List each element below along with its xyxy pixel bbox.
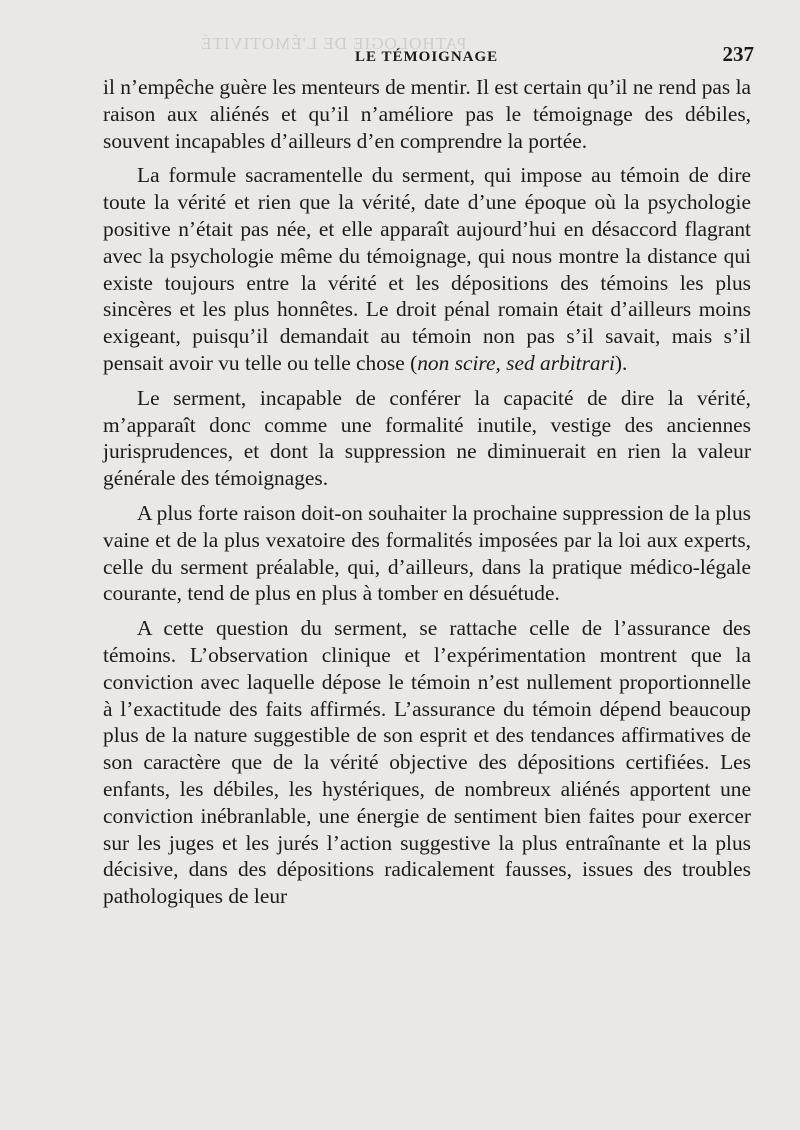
body-text bbox=[103, 74, 751, 910]
page-header bbox=[355, 42, 754, 67]
latin-quote: non scire, sed arbitrari bbox=[417, 350, 615, 375]
paragraph-2 bbox=[103, 162, 751, 376]
bleed-through-text: PATHOLOGIE DE L'ÉMOTIVITÉ bbox=[200, 34, 467, 53]
paragraph-3 bbox=[103, 385, 751, 492]
paragraph-5 bbox=[103, 615, 751, 910]
page-number: 237 bbox=[722, 42, 754, 66]
running-head: LE TÉMOIGNAGE bbox=[355, 49, 499, 65]
paragraph-4 bbox=[103, 500, 751, 607]
paragraph-text: La formule sacramentelle du serment, qui impose au témoin de dire toute la vérité et rien que la vérité, date d’une époque où la psychologie positive n’était pas née, et elle apparaît aujourd’hui en désaccord flagrant avec la psychologie même du témoignage, qui nous montre la distance qui existe toujours entre la vérité et les dépositions des témoins les plus sincères et les plus honnêtes. Le droit pénal romain était d’ailleurs moins exigeant, puisqu’il demandait au témoin non pas s’il savait, mais s’il pensait avoir vu telle ou telle chose ( bbox=[103, 163, 751, 375]
paragraph-text: A plus forte raison doit-on souhaiter la prochaine suppression de la plus vaine et de la plus vexatoire des formalités imposées par la loi aux experts, celle du serment préalable, qui, d’ailleurs, dans la pratique médico-légale courante, tend de plus en plus à tomber en désuétude. bbox=[103, 500, 751, 606]
paragraph-text: A cette question du serment, se rattache celle de l’assurance des témoins. L’observation clinique et l’expérimentation montrent que la conviction avec laquelle dépose le témoin n’est nullement proportionnelle à l’exactitude des faits affirmés. L’assurance du témoin dépend beaucoup plus de la nature suggestible de son esprit et des tendances affirmatives de son caractère que de la vérité objective des dépositions certifiées. Les enfants, les débiles, les hystériques, de nombreux aliénés apportent une conviction inébranlable, une énergie de sentiment bien faites pour exercer sur les juges et les jurés l’action suggestive la plus entraînante et la plus décisive, dans des dépositions radicalement fausses, issues des troubles pathologiques de leur bbox=[103, 616, 751, 909]
paragraph-1 bbox=[103, 74, 751, 154]
paragraph-text: Le serment, incapable de conférer la capacité de dire la vérité, m’apparaît donc comme une formalité inutile, vestige des anciennes jurisprudences, et dont la suppression ne diminuerait en rien la valeur générale des témoignages. bbox=[103, 385, 751, 491]
paragraph-text: il n’empêche guère les menteurs de mentir. Il est certain qu’il ne rend pas la raison aux aliénés et qu’il n’améliore pas le témoignage des débiles, souvent incapables d’ailleurs d’en comprendre la portée. bbox=[103, 75, 752, 153]
paragraph-text-end: ). bbox=[614, 350, 628, 375]
